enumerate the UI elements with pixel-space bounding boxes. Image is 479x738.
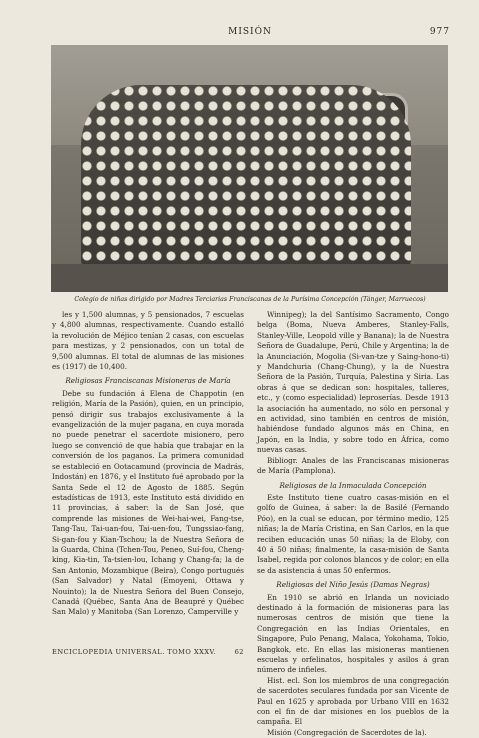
footer-text: ENCICLOPEDIA UNIVERSAL. TOMO XXXV. <box>52 648 217 656</box>
photo-caption: Colegio de niñas dirigido por Madres Terciarias Franciscanas de la Purísima Concepción (Tánger, Marruecos) <box>74 296 426 303</box>
footer-sheet-number: 62 <box>234 648 244 656</box>
right-paragraph: Misión (Congregación de Sacerdotes de la). <box>267 727 427 737</box>
right-paragraph: Winnipeg); la del Santísimo Sacramento, Congo belga (Boma, Nueva Amberes, Stanley-Falls, Stanley-Ville, Leopold ville y Banana); la de Nuestra Señora de Guadalupe, Perú, Chile y Argentina; la de la Anunciación, Mogolia (Si-van-tze y Saing-hono-ti) y Mandchuria (Chang-Chung), y la de Nuestra Señora de la Pasión, Turquía, Palestina y Siria. Las obras á que se dedican son: hospitales, talleres, etc., y (como especialidad) leproserías. Desde 1913 la asociación ha aumentado, no sólo en personal y en actividad, sino también en centros de misión, habiéndose fundado algunos más en China, en Japón, en la India, y sobre todo en África, como nuevas casas. <box>257 310 449 455</box>
right-paragraph: Hist. ecl. Son los miembros de una congregación de sacerdotes seculares fundada por san Vicente de Paul en 1625 y aprobada por Urbano VIII en 1632 con el fin de dar misiones en los pueblos de la campaña. El <box>257 675 449 727</box>
page-footer <box>52 648 244 656</box>
running-title: MISIÓN <box>228 27 272 37</box>
photo-ground <box>51 264 448 292</box>
left-paragraph: les y 1,500 alumnas, y 5 pensionados, 7 escuelas y 4,800 alumnas, respectivamente. Cuando estalló la revolución de Méjico tenían 2 casas, con escuelas para mestizas, y 2 pensionados, con un total de 9,500 alumnas. El total de alumnas de las misiones es (1917) de 10,400. <box>52 310 244 372</box>
right-column <box>257 310 449 738</box>
right-section-heading: Religiosas de la Inmaculada Concepción <box>279 480 427 490</box>
right-paragraph: Bibliogr. Anales de las Franciscanas misioneras de María (Pamplona). <box>257 455 449 476</box>
right-section-heading: Religiosas del Niño Jesús (Damas Negras) <box>276 580 430 590</box>
photograph <box>51 45 448 292</box>
left-section-heading: Religiosas Franciscanas Misioneras de María <box>65 376 231 386</box>
photo-group-of-children <box>81 85 411 270</box>
right-paragraph: Este Instituto tiene cuatro casas-misión en el golfo de Guinea, á saber: la de Basilé (Fernando Póo), en la cual se educan, por término medio, 125 niñas; la de María Cristina, en San Carlos, en la que reciben educación unas 50 niñas; la de Eloby, con 40 á 50 niñas; finalmente, la casa-misión de Santa Isabel, regida por colonos blancos y de color; en ella se da asistencia á unas 50 enfermos. <box>257 492 449 575</box>
page-number: 977 <box>429 27 450 37</box>
left-column <box>52 310 244 618</box>
page-header <box>50 27 450 41</box>
right-paragraph: En 1910 se abrió en Irlanda un noviciado destinado á la formación de misioneras para las numerosas centros de misión que tiene la Congregación en las Indias Orientales, en Singapore, Pulo Penang, Malaca, Yokohama, Tokio, Bangkok, etc. En ellas las misioneras mantienen escuelas y orfelinatos, hospitales y asilos á gran número de infieles. <box>257 592 449 675</box>
left-paragraph: Debe su fundación á Elena de Chappotin (en religión, María de la Pasión), quien, en un principio, pensó dirigir sus trabajos exclusivamente á la evangelización de la mujer pagana, en cuya morada no puede penetrar el sacerdote misionero, pero luego se convenció de que había que trabajar en la conversión de los paganos. La primera comunidad se estableció en Ootacamund (provincia de Madrás, Indostán) en 1876, y el Instituto fué aprobado por la Santa Sede el 12 de Agosto de 1885. Según estadísticas de 1913, este Instituto está dividido en 11 provincias, á saber: la de San José, que comprende las misiones de Wei-hai-wei, Fang-tse, Tang-Tau, Tai-uan-fou, Tai-uen-fou, Tungssiao-fang, Si-gan-fou y Kian-Tschou; la de Nuestra Señora de la Guarda, China (Tchen-Tou, Peneo, Suí-fou, Cheng-king, Kia-tin, Ta-tsien-lou, Ichang y Chang-fa; la de San Antonio, Mozambique (Beira), Congo portugués (San Salvador) y Natal (Emoyeni, Ottawa y Nouinto); la de Nuestra Señora del Buen Consejo, Canadá (Québec, Santa Ana de Beaupré y Québec San Malo) y Manitoba (San Lorenzo, Camperville y <box>52 388 244 617</box>
